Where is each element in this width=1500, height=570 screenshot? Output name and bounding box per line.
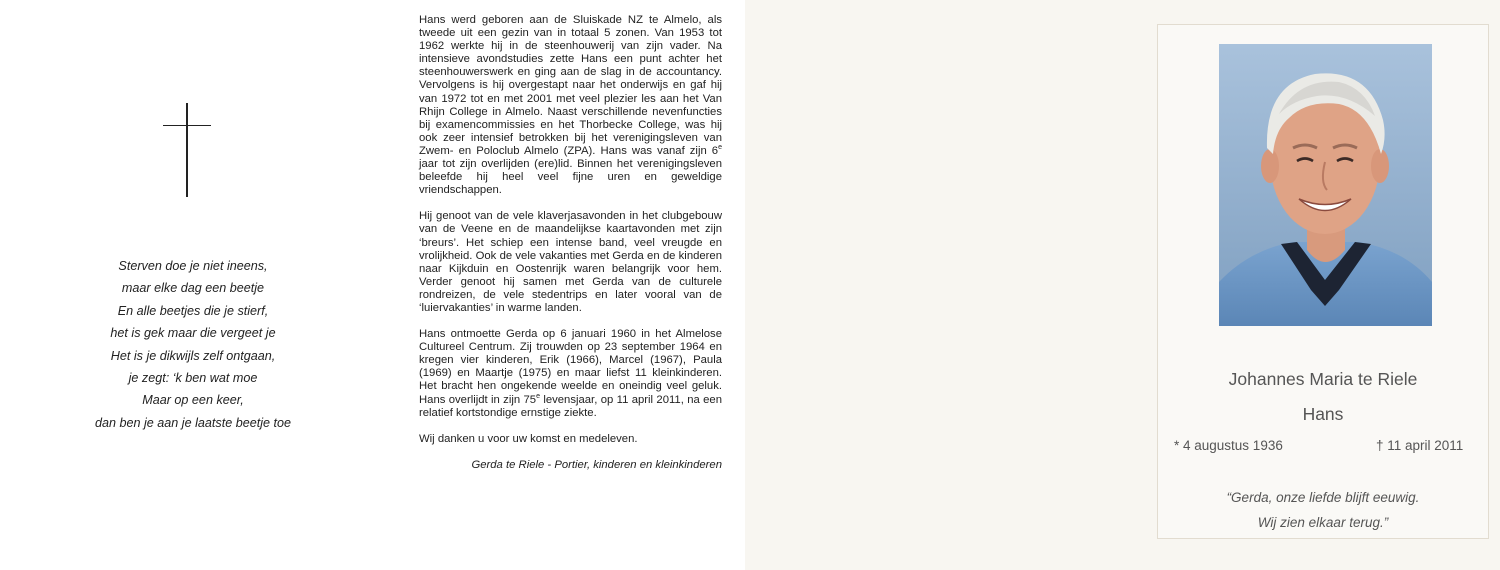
deceased-full-name: Johannes Maria te Riele (1228, 369, 1418, 389)
poem-line: En alle beetjes die je stierf, (117, 303, 269, 318)
biography (419, 14, 722, 472)
poem-line: Maar op een keer, (142, 393, 244, 408)
portrait-photo (1219, 44, 1432, 326)
poem-line: dan ben je aan je laatste beetje toe (94, 415, 292, 430)
poem-line: Het is je dikwijls zelf ontgaan, (110, 348, 276, 363)
birth-date: * 4 augustus 1936 (1174, 438, 1283, 453)
memorial-quote (1157, 486, 1489, 535)
bio-paragraph-3: Hans ontmoette Gerda op 6 januari 1960 in het Almelose Cultureel Centrum. Zij trouwden op 23 september 1964 en kregen vier kinderen, Erik (1966), Marcel (1967), Paula (1969) en Maartje (1975) en maar liefst 11 kleinkinderen. Het bracht hen ongekende weelde en oneindig veel geluk. Hans overlijdt in zijn 75e levensjaar, op 11 april 2011, na een relatief kortstondige ernstige ziekte. (419, 328, 722, 419)
bio-paragraph-1: Hans werd geboren aan de Sluiskade NZ te Almelo, als tweede uit een gezin van in totaal 5 zonen. Van 1953 tot 1962 werkte hij in de steenhouwerij van zijn vader. Na intensieve avondstudies zette Hans een punt achter het steenhouwerswerk en ging aan de slag in de accountancy. Vervolgens is hij overgestapt naar het onderwijs en gaf hij van 1972 tot en met 2001 met veel plezier les aan het Van Rhijn College in Almelo. Naast verschillende nevenfuncties bij examencommissies en het Thorbecke College, was hij ook zeer intensief betrokken bij het verenigingsleven van Zwem- en Poloclub Almelo (ZPA). Hans was vanaf zijn 6e jaar tot zijn overlijden (ere)lid. Binnen het verenigingsleven beleefde hij heel veel fijne uren en geweldige vriendschappen. (419, 14, 722, 197)
bio-paragraph-2: Hij genoot van de vele klaverjasavonden in het clubgebouw van de Veene en de maandelijkse kaartavonden met zijn ‘breurs’. Het schiep een intense band, veel vreugde en vrolijkheid. Ook de vele vakanties met Gerda en de kinderen naar Kijkduin en Oostenrijk waren belangrijk voor hem. Verder genoot hij samen met Gerda van de culturele rondreizen, de vele stedentrips en later vooral van de ‘luiervakanties’ in warme landen. (419, 210, 722, 314)
poem-line: je zegt: ‘k ben wat moe (128, 370, 258, 385)
quote-line-1: “Gerda, onze liefde blijft eeuwig. (1226, 490, 1420, 505)
deceased-nickname: Hans (1302, 404, 1344, 424)
poem-line: het is gek maar die vergeet je (110, 326, 276, 341)
death-date: † 11 april 2011 (1376, 438, 1464, 453)
cross-icon (163, 103, 211, 197)
poem-line: maar elke dag een beetje (121, 281, 265, 296)
poem (60, 255, 326, 434)
left-page (0, 0, 745, 570)
poem-line: Sterven doe je niet ineens, (118, 259, 268, 273)
thanks-line: Wij danken u voor uw komst en medeleven. (419, 432, 638, 445)
quote-line-2: Wij zien elkaar terug.” (1257, 514, 1389, 530)
signature: Gerda te Riele - Portier, kinderen en kleinkinderen (471, 458, 722, 471)
